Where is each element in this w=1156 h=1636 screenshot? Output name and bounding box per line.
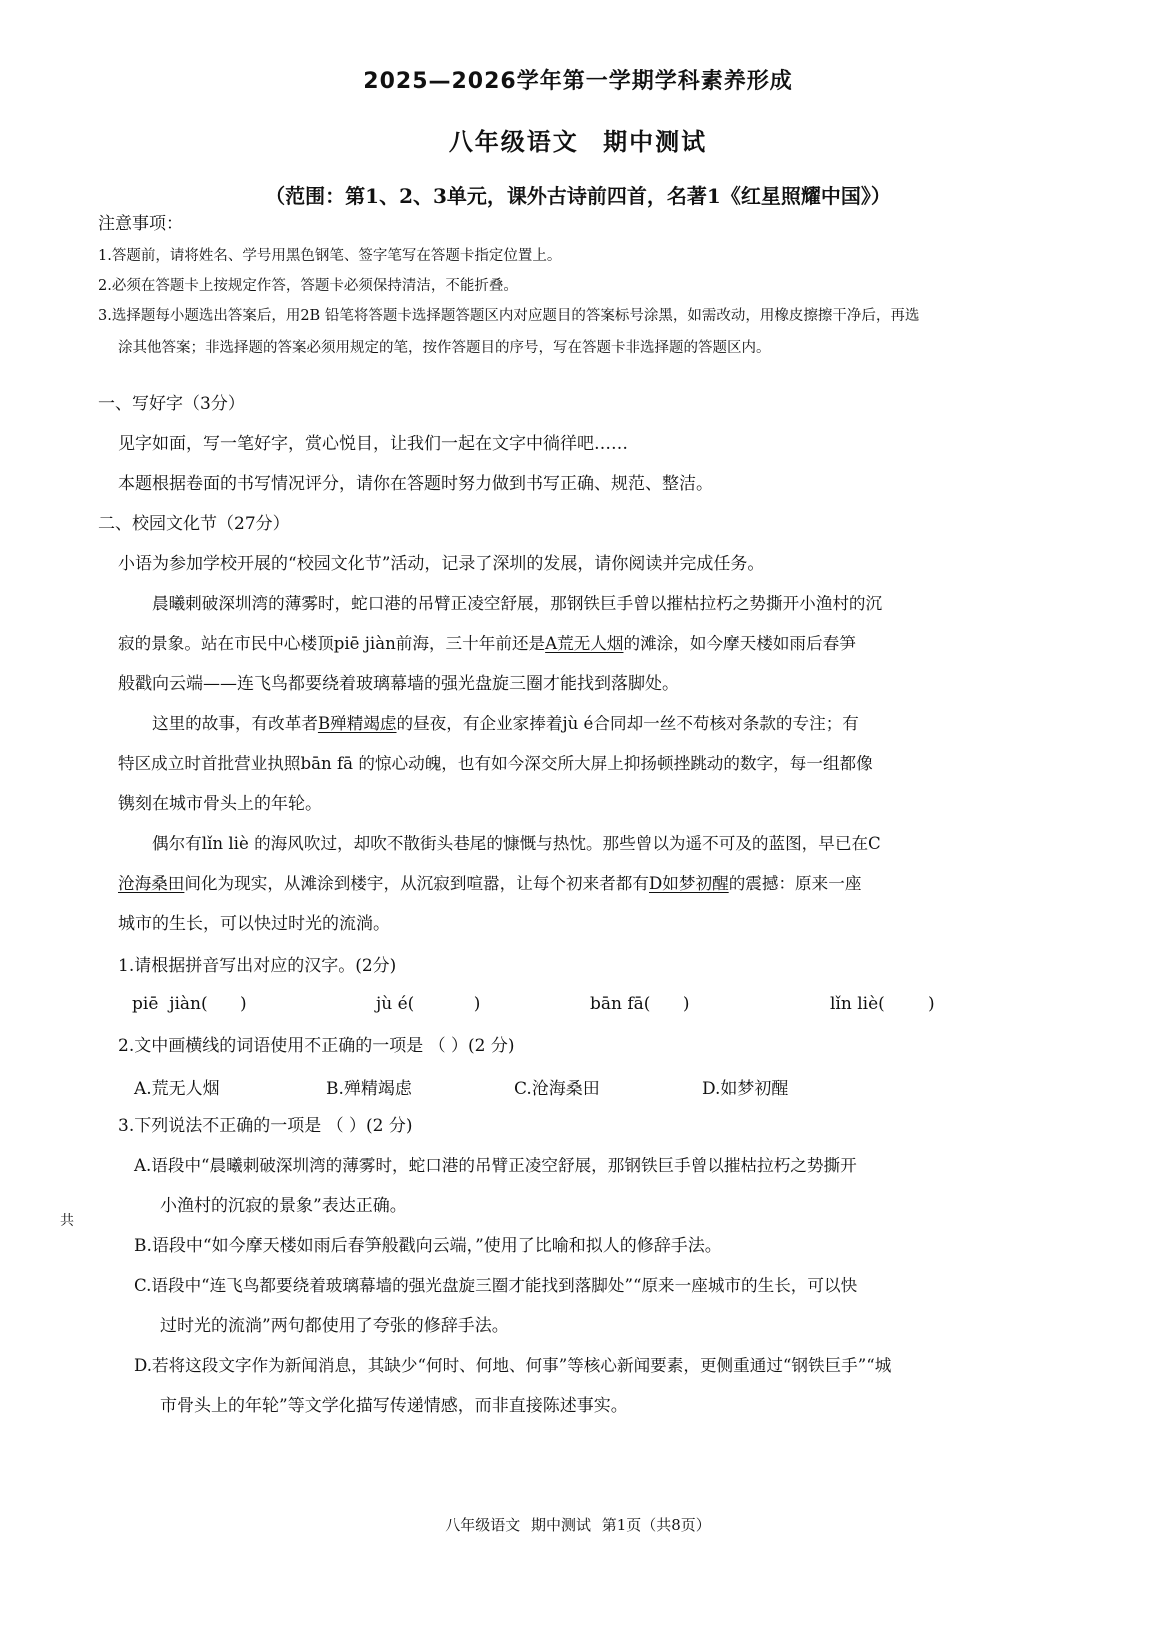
question-2-option-a: A.荒无人烟 bbox=[134, 1079, 220, 1099]
passage-p1-line-3: 般戳向云端——连飞鸟都要绕着玻璃幕墙的强光盘旋三圈才能找到落脚处。 bbox=[118, 674, 679, 694]
exam-scope: （范围：第1、2、3单元，课外古诗前四首，名著1《红星照耀中国》） bbox=[265, 184, 891, 208]
passage-p1-line-2 bbox=[118, 632, 856, 656]
underlined-term-d: D如梦初醒 bbox=[649, 874, 729, 893]
pinyin-blank-1: piē jiàn( ) bbox=[132, 994, 247, 1014]
pinyin-blank-4: lǐn liè( ) bbox=[830, 994, 935, 1014]
notice-item-2: 2.必须在答题卡上按规定作答，答题卡必须保持清洁，不能折叠。 bbox=[98, 278, 518, 294]
section-1-line-2: 本题根据卷面的书写情况评分，请你在答题时努力做到书写正确、规范、整洁。 bbox=[118, 474, 713, 494]
passage-p2-line-2: 特区成立时首批营业执照bān fā 的惊心动魄，也有如今深交所大屏上抑扬顿挫跳动的数字，每一组都像 bbox=[118, 754, 873, 773]
underlined-term-a: A荒无人烟 bbox=[545, 634, 624, 653]
question-3-option-d-cont: 市骨头上的年轮”等文学化描写传递情感，而非直接陈述事实。 bbox=[160, 1396, 628, 1416]
pinyin-blank-3: bān fā( ) bbox=[590, 994, 690, 1014]
passage-p3-line-3: 城市的生长，可以快过时光的流淌。 bbox=[118, 914, 390, 934]
passage-text: 的滩涂，如今摩天楼如雨后春笋 bbox=[623, 634, 856, 653]
question-1-stem: 1.请根据拼音写出对应的汉字。(2分) bbox=[118, 956, 397, 976]
notice-item-3: 3.选择题每小题选出答案后，用2B 铅笔将答题卡选择题答题区内对应题目的答案标号涂黑，如需改动，用橡皮擦擦干净后，再选 bbox=[98, 308, 920, 324]
passage-text: 间化为现实，从滩涂到楼宇，从沉寂到喧嚣，让每个初来者都有 bbox=[184, 874, 649, 893]
passage-text: 寂的景象。站在市民中心楼顶piē jiàn前海，三十年前还是 bbox=[118, 634, 546, 653]
question-3-option-a-cont: 小渔村的沉寂的景象”表达正确。 bbox=[160, 1196, 407, 1216]
exam-subtitle: 八年级语文 期中测试 bbox=[448, 128, 708, 156]
question-2-stem: 2.文中画横线的词语使用不正确的一项是 （ ）(2 分) bbox=[118, 1036, 515, 1056]
passage-p3-line-1: 偶尔有lǐn liè 的海风吹过，却吹不散街头巷尾的慷慨与热忱。那些曾以为遥不可及的蓝图，早已在C bbox=[152, 834, 881, 853]
underlined-term-c: 沧海桑田 bbox=[118, 874, 185, 893]
passage-text: 这里的故事，有改革者 bbox=[152, 714, 318, 733]
passage-text: 的震撼：原来一座 bbox=[728, 874, 862, 893]
question-2-option-c: C.沧海桑田 bbox=[514, 1079, 600, 1099]
question-3-option-b: B.语段中“如今摩天楼如雨后春笋般戳向云端，”使用了比喻和拟人的修辞手法。 bbox=[134, 1236, 722, 1256]
question-2-option-d: D.如梦初醒 bbox=[702, 1079, 789, 1099]
notice-heading: 注意事项： bbox=[98, 214, 183, 234]
passage-p3-line-2 bbox=[118, 872, 861, 896]
question-3-option-c-cont: 过时光的流淌”两句都使用了夸张的修辞手法。 bbox=[160, 1316, 509, 1336]
margin-mark: 共 bbox=[60, 1213, 74, 1229]
question-3-stem: 3.下列说法不正确的一项是 （ ）(2 分) bbox=[118, 1116, 413, 1136]
question-2-option-b: B.殚精竭虑 bbox=[326, 1079, 412, 1099]
passage-p1-line-1: 晨曦刺破深圳湾的薄雾时，蛇口港的吊臂正凌空舒展，那钢铁巨手曾以摧枯拉朽之势撕开小渔村的沉 bbox=[152, 594, 883, 613]
section-2-heading: 二、校园文化节（27分） bbox=[98, 514, 290, 534]
question-3-option-d: D.若将这段文字作为新闻消息，其缺少“何时、何地、何事”等核心新闻要素，更侧重通过“钢铁巨手”“城 bbox=[134, 1356, 892, 1375]
section-1-heading: 一、写好字（3分） bbox=[98, 394, 245, 414]
section-2-intro: 小语为参加学校开展的“校园文化节”活动，记录了深圳的发展，请你阅读并完成任务。 bbox=[118, 554, 765, 574]
question-3-option-a: A.语段中“晨曦刺破深圳湾的薄雾时，蛇口港的吊臂正凌空舒展，那钢铁巨手曾以摧枯拉朽之势撕开 bbox=[134, 1156, 857, 1175]
question-3-option-c: C.语段中“连飞鸟都要绕着玻璃幕墙的强光盘旋三圈才能找到落脚处”“原来一座城市的生长，可以快 bbox=[134, 1276, 858, 1295]
notice-item-3-cont: 涂其他答案；非选择题的答案必须用规定的笔，按作答题目的序号，写在答题卡非选择题的答题区内。 bbox=[118, 340, 771, 356]
passage-p2-line-3: 镌刻在城市骨头上的年轮。 bbox=[118, 794, 322, 814]
notice-item-1: 1.答题前，请将姓名、学号用黑色钢笔、签字笔写在答题卡指定位置上。 bbox=[98, 248, 562, 264]
pinyin-blank-2: jù é( ) bbox=[376, 994, 481, 1014]
section-1-line-1: 见字如面，写一笔好字，赏心悦目，让我们一起在文字中徜徉吧…… bbox=[118, 434, 628, 454]
underlined-term-b: B殚精竭虑 bbox=[317, 714, 397, 733]
exam-title: 2025—2026学年第一学期学科素养形成 bbox=[363, 69, 793, 94]
passage-text: 的昼夜，有企业家捧着jù é合同却一丝不苟核对条款的专注；有 bbox=[396, 714, 859, 733]
page-footer: 八年级语文 期中测试 第1页（共8页） bbox=[445, 1516, 711, 1534]
passage-p2-line-1 bbox=[152, 712, 859, 736]
